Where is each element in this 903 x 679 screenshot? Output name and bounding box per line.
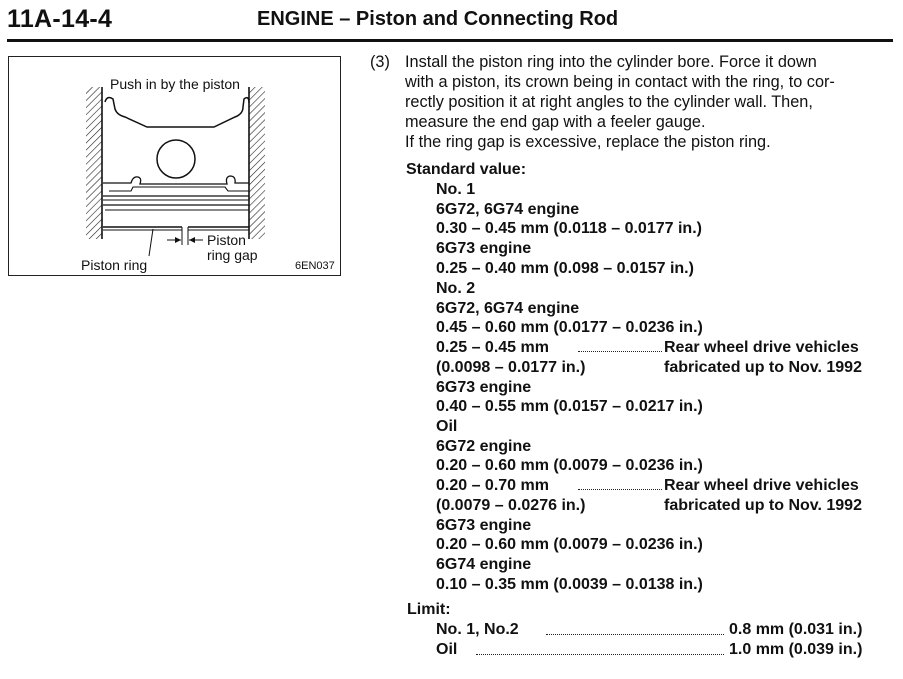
step-line: with a piston, its crown being in contact with the ring, to cor- — [405, 73, 835, 91]
step-line: rectly position it at right angles to the cylinder wall. Then, — [405, 93, 813, 111]
piston-pin — [157, 140, 195, 178]
label-piston-ring: Piston ring — [81, 257, 148, 273]
limit-label: Oil — [436, 641, 458, 658]
cylinder-wall-right — [249, 87, 265, 239]
leader-dots — [546, 634, 724, 635]
spec-line: 0.25 – 0.40 mm (0.098 – 0.0157 in.) — [436, 260, 694, 277]
label-push-in: Push in by the piston — [110, 76, 240, 92]
spec-line: 6G73 engine — [436, 517, 532, 534]
rwd-note: Rear wheel drive vehicles — [664, 339, 859, 356]
step-line: If the ring gap is excessive, replace the piston ring. — [405, 133, 771, 151]
leader-dots — [578, 489, 662, 490]
spec-line: 6G72 engine — [436, 438, 532, 455]
spec-line: 6G72, 6G74 engine — [436, 300, 580, 317]
spec-line: 6G72, 6G74 engine — [436, 201, 580, 218]
spec-line: 0.10 – 0.35 mm (0.0039 – 0.0138 in.) — [436, 576, 703, 593]
spec-line: Oil — [436, 418, 458, 435]
page-title: ENGINE – Piston and Connecting Rod — [257, 8, 619, 30]
spec-line: 0.45 – 0.60 mm (0.0177 – 0.0236 in.) — [436, 319, 703, 336]
rwd-spec-inch: (0.0079 – 0.0276 in.) — [436, 497, 586, 514]
limit-value: 1.0 mm (0.039 in.) — [729, 641, 863, 658]
spec-line: 0.20 – 0.60 mm (0.0079 – 0.0236 in.) — [436, 536, 703, 553]
leader-dots — [578, 351, 662, 352]
standard-value-heading: Standard value: — [406, 161, 527, 178]
rwd-spec-mm: 0.25 – 0.45 mm — [436, 339, 549, 356]
spec-line: No. 2 — [436, 280, 476, 297]
cylinder-wall-left — [86, 87, 102, 239]
label-piston-ring-gap-1: Piston — [207, 232, 246, 248]
spec-line: 6G73 engine — [436, 240, 532, 257]
rwd-note: Rear wheel drive vehicles — [664, 477, 859, 494]
limit-label: No. 1, No.2 — [436, 621, 519, 638]
step-line: measure the end gap with a feeler gauge. — [405, 113, 706, 131]
limit-value: 0.8 mm (0.031 in.) — [729, 621, 863, 638]
limit-heading: Limit: — [407, 601, 451, 618]
spec-line: No. 1 — [436, 181, 476, 198]
step-number: (3) — [370, 53, 390, 71]
step-line: Install the piston ring into the cylinder bore. Force it down — [405, 53, 817, 71]
rwd-note: fabricated up to Nov. 1992 — [664, 497, 862, 514]
spec-line: 0.30 – 0.45 mm (0.0118 – 0.0177 in.) — [436, 220, 702, 237]
rwd-spec-mm: 0.20 – 0.70 mm — [436, 477, 549, 494]
spec-line: 6G73 engine — [436, 379, 532, 396]
figure-code: 6EN037 — [295, 260, 335, 272]
rwd-note: fabricated up to Nov. 1992 — [664, 359, 862, 376]
spec-line: 0.40 – 0.55 mm (0.0157 – 0.0217 in.) — [436, 398, 703, 415]
spec-line: 6G74 engine — [436, 556, 532, 573]
label-piston-ring-gap-2: ring gap — [207, 247, 258, 263]
piston-crown — [105, 98, 249, 127]
page-number: 11A-14-4 — [7, 5, 113, 33]
spec-line: 0.20 – 0.60 mm (0.0079 – 0.0236 in.) — [436, 457, 703, 474]
header-rule — [7, 39, 893, 42]
piston-ring-gap-figure — [8, 56, 341, 276]
rwd-spec-inch: (0.0098 – 0.0177 in.) — [436, 359, 586, 376]
leader-dots — [476, 654, 724, 655]
